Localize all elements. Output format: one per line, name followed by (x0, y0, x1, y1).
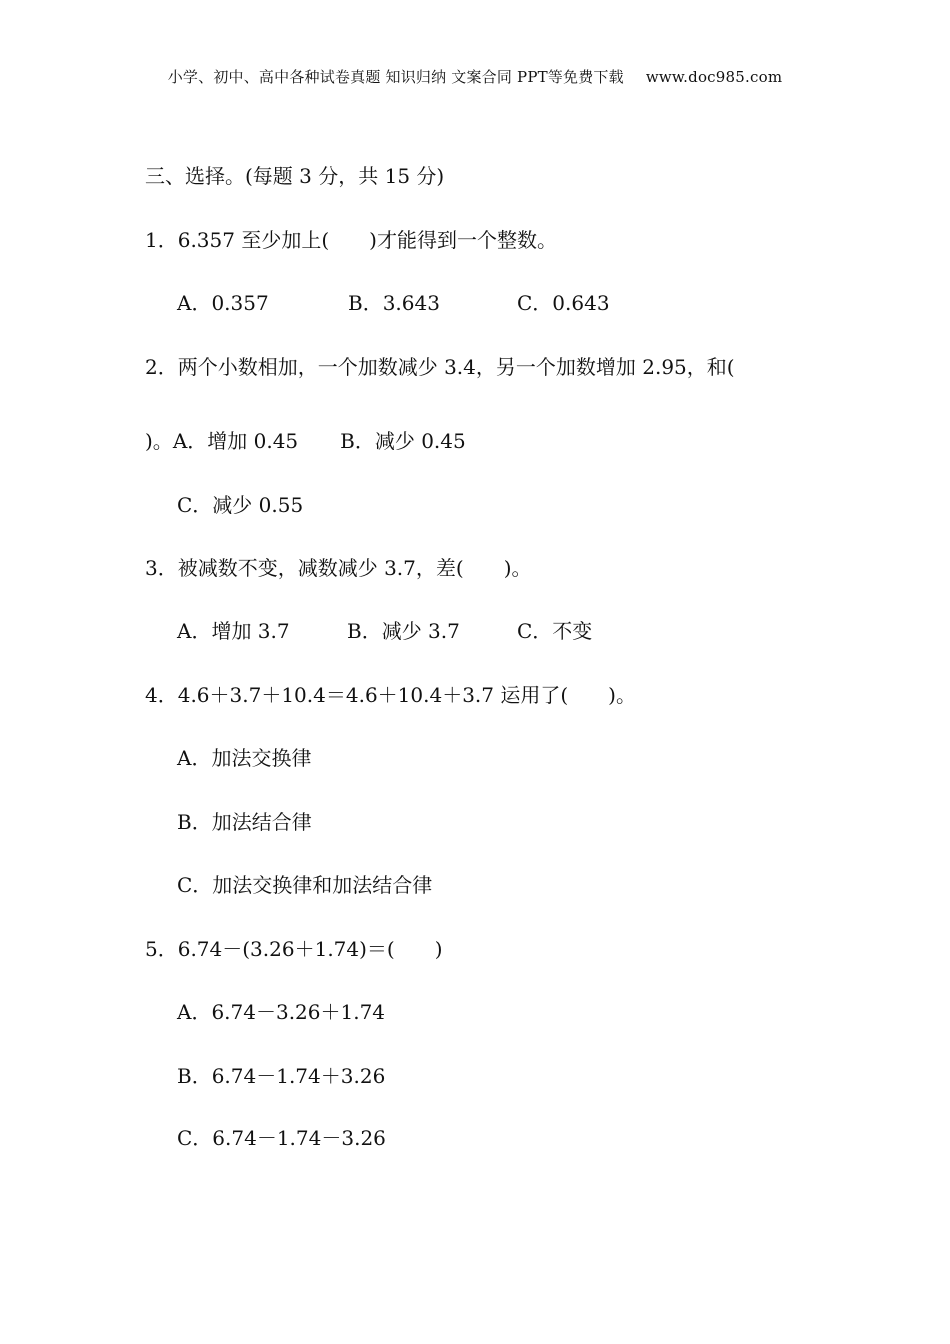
question-4-option-a[interactable]: A．加法交换律 (177, 746, 312, 770)
question-5-option-b[interactable]: B．6.74－1.74＋3.26 (177, 1064, 386, 1088)
question-4-stem: 4．4.6＋3.7＋10.4＝4.6＋10.4＋3.7 运用了( )。 (145, 683, 636, 707)
question-1-option-c[interactable]: C．0.643 (517, 291, 610, 315)
question-2-stem: 2．两个小数相加，一个加数减少 3.4，另一个加数增加 2.95，和( (145, 355, 735, 379)
question-3-option-b[interactable]: B．减少 3.7 (347, 619, 460, 643)
question-1-option-b[interactable]: B．3.643 (348, 291, 440, 315)
header-site-link[interactable]: www.doc985.com (645, 68, 783, 86)
question-5-option-c[interactable]: C．6.74－1.74－3.26 (177, 1126, 386, 1150)
question-2-option-c[interactable]: C．减少 0.55 (177, 493, 304, 517)
question-4-option-c[interactable]: C．加法交换律和加法结合律 (177, 873, 433, 897)
question-2-option-a[interactable]: A．增加 0.45 (172, 429, 299, 453)
question-2-stem-tail: )。 (145, 429, 173, 453)
question-1-options (177, 289, 610, 317)
question-3-stem: 3．被减数不变，减数减少 3.7，差( )。 (145, 556, 532, 580)
question-3-options (177, 617, 592, 645)
question-2-options-line (145, 427, 466, 455)
question-5-stem: 5．6.74－(3.26＋1.74)＝( ) (145, 937, 443, 961)
question-4-option-b[interactable]: B．加法结合律 (177, 810, 312, 834)
header-text: 小学、初中、高中各种试卷真题 知识归纳 文案合同 PPT等免费下载 (167, 68, 624, 86)
question-3-option-c[interactable]: C．不变 (517, 619, 593, 643)
question-3-option-a[interactable]: A．增加 3.7 (177, 619, 290, 643)
question-2-option-b[interactable]: B．减少 0.45 (340, 429, 466, 453)
question-1-option-a[interactable]: A．0.357 (177, 291, 269, 315)
section-title: 三、选择。(每题 3 分，共 15 分) (145, 164, 445, 188)
question-5-option-a[interactable]: A．6.74－3.26＋1.74 (177, 1000, 386, 1024)
question-1-stem: 1．6.357 至少加上( )才能得到一个整数。 (145, 228, 557, 252)
page-header (0, 66, 950, 87)
